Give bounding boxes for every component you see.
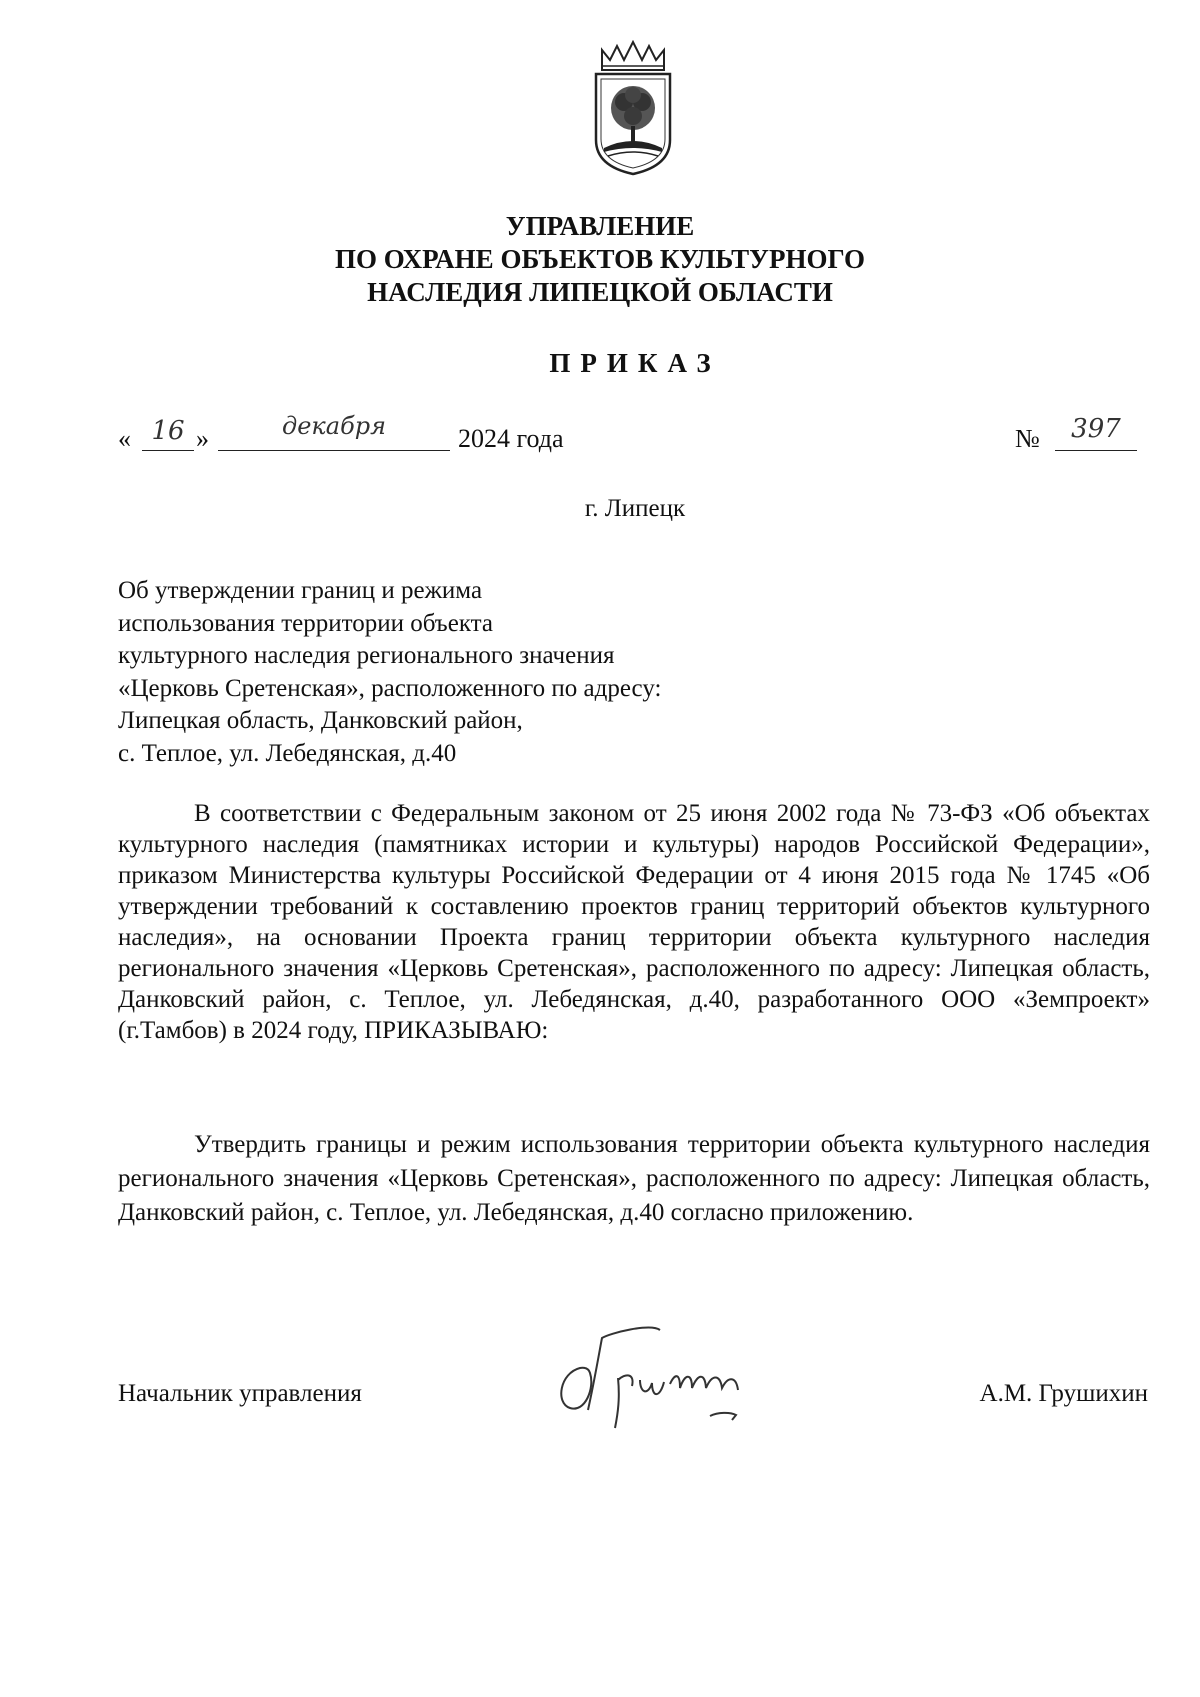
subject-line: Об утверждении границ и режима bbox=[118, 577, 483, 604]
coat-of-arms-icon bbox=[588, 40, 678, 180]
number-sign: № bbox=[1015, 424, 1040, 453]
header-line-3: НАСЛЕДИЯ ЛИПЕЦКОЙ ОБЛАСТИ bbox=[367, 277, 833, 307]
subject-line: «Церковь Сретенская», расположенного по адресу: bbox=[118, 674, 662, 702]
city: г. Липецк bbox=[584, 495, 686, 522]
header-line-1: УПРАВЛЕНИЕ bbox=[505, 211, 695, 241]
preamble-paragraph: В соответствии с Федеральным законом от 25 июня 2002 года № 73-ФЗ «Об объектах культурного наследия (памятниках истории и культуры) народов Российской Федерации», приказом Министерства культуры Российской Федерации от 4 июня 2015 года № 1745 «Об утверждении требований к составлению проектов границ территорий объектов культурного наследия», на основании Проекта границ территории объекта культурного наследия регионального значения «Церковь Сретенская», расположенного по адресу: Липецкая область, Данковский район, с. Теплое, ул. Лебедянская, д.40, разработанного ООО «Земпроект» (г.Тамбов) в 2024 году, ПРИКАЗЫВАЮ: bbox=[118, 800, 1150, 1044]
signer-position: Начальник управления bbox=[118, 1380, 362, 1407]
document-title: ПРИКАЗ bbox=[549, 348, 721, 378]
date-close-quote: » bbox=[196, 424, 209, 453]
date-month: декабря bbox=[218, 412, 450, 451]
order-paragraph: Утвердить границы и режим использования территории объекта культурного наследия регионального значения «Церковь Сретенская», расположенного по адресу: Липецкая область, Данковский район, с. Теплое, ул. Лебедянская, д.40 согласно приложению. bbox=[118, 1131, 1150, 1226]
order-date bbox=[118, 412, 564, 458]
subject-line: культурного наследия регионального значения bbox=[118, 642, 615, 669]
handwritten-signature-icon bbox=[540, 1318, 800, 1438]
subject-line: Липецкая область, Данковский район, bbox=[118, 707, 523, 734]
date-day: 16 bbox=[142, 416, 194, 451]
number-value: 397 bbox=[1055, 414, 1137, 451]
order-number bbox=[1015, 414, 1145, 458]
date-open-quote: « bbox=[118, 424, 131, 453]
order-subject bbox=[118, 575, 661, 770]
subject-line: использования территории объекта bbox=[118, 609, 493, 637]
header-line-2: ПО ОХРАНЕ ОБЪЕКТОВ КУЛЬТУРНОГО bbox=[335, 244, 865, 274]
subject-line: с. Теплое, ул. Лебедянская, д.40 bbox=[118, 739, 457, 767]
signer-name: А.М. Грушихин bbox=[979, 1380, 1148, 1407]
date-year: 2024 года bbox=[458, 424, 564, 453]
